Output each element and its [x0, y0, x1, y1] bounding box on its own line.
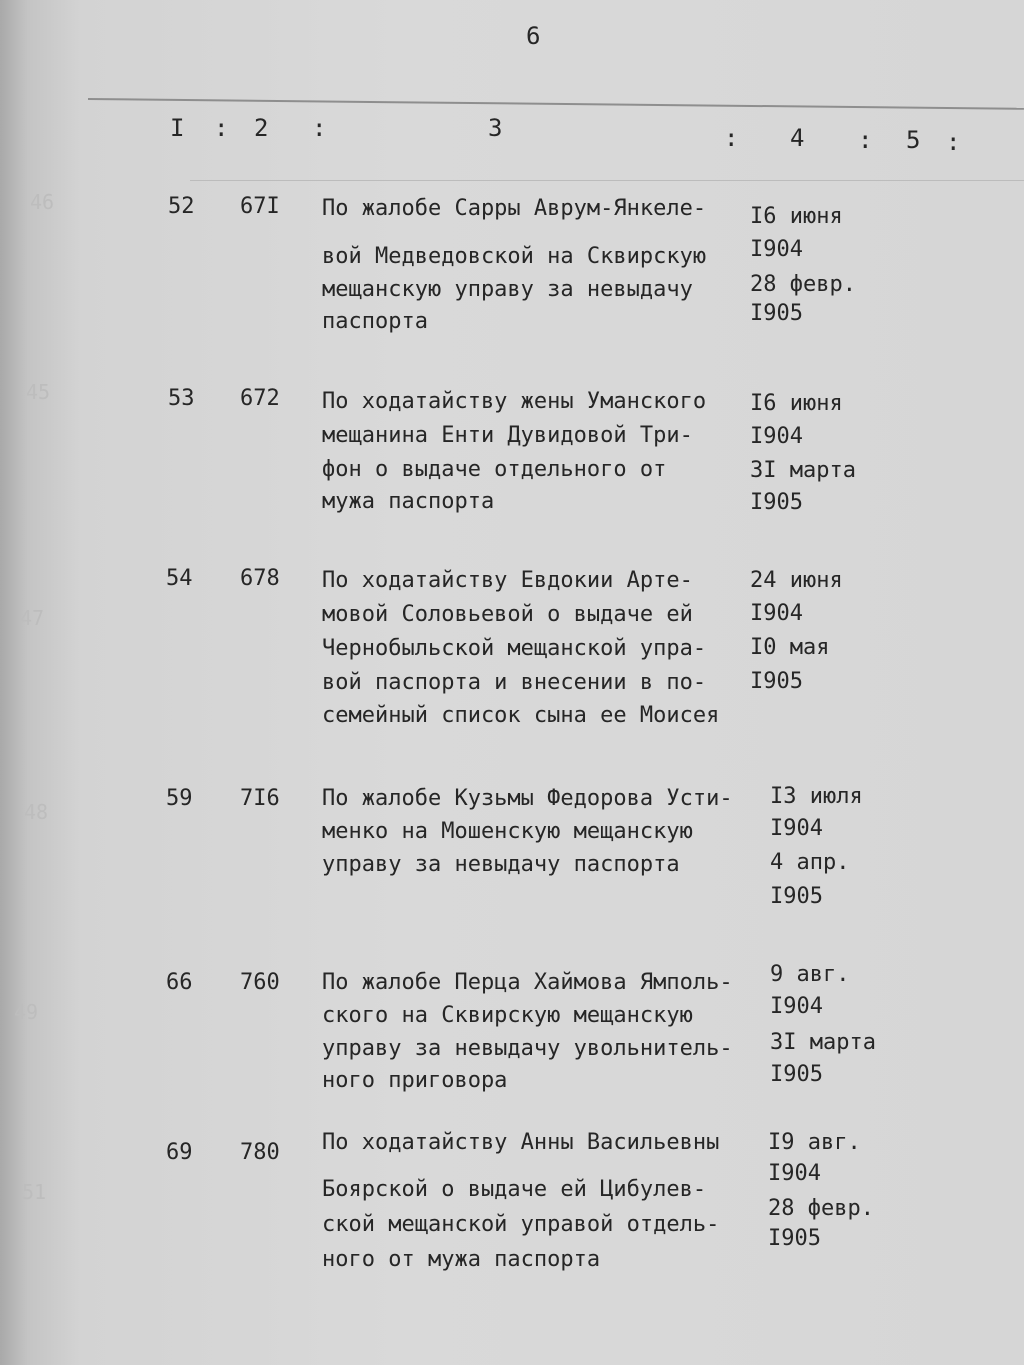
file-number: 760 [240, 970, 280, 995]
column-separator: : [312, 114, 327, 142]
row-number: 52 [168, 194, 195, 219]
date-end: 3I марта [750, 458, 856, 483]
date-start: I6 июня [750, 391, 843, 416]
date-end: 3I марта [770, 1030, 876, 1055]
description-line: ного от мужа паспорта [322, 1247, 601, 1272]
date-end-year: I905 [768, 1226, 821, 1251]
date-start-year: I904 [750, 424, 803, 449]
row-number: 66 [166, 970, 193, 995]
file-number: 678 [240, 566, 280, 591]
margin-mark: 49 [14, 1000, 39, 1024]
description-line: По жалобе Перца Хаймова Ямполь- [322, 970, 733, 995]
description-line: менко на Мошенскую мещанскую [322, 819, 693, 844]
column-header-4: 4 [790, 124, 805, 152]
column-header-1: I [170, 114, 185, 142]
row-number: 54 [166, 566, 193, 591]
description-line: семейный список сына ее Моисея [322, 703, 720, 728]
description-line: По ходатайству Евдокии Арте- [322, 568, 693, 593]
header-rule [88, 98, 1024, 110]
date-end-year: I905 [770, 884, 823, 909]
description-line: ного приговора [322, 1068, 508, 1093]
date-end: I0 мая [750, 635, 830, 660]
date-end-year: I905 [750, 301, 803, 326]
margin-mark: 51 [22, 1180, 47, 1204]
description-line: управу за невыдачу увольнитель- [322, 1036, 733, 1061]
description-line: вой паспорта и внесении в по- [322, 670, 707, 695]
row-number: 69 [166, 1140, 193, 1165]
column-separator: : [724, 124, 739, 152]
margin-mark: 48 [24, 800, 49, 824]
description-line: По ходатайству Анны Васильевны [322, 1130, 720, 1155]
date-start: I6 июня [750, 204, 843, 229]
row-number: 59 [166, 786, 193, 811]
description-line: ской мещанской управой отдель- [322, 1212, 720, 1237]
column-header-2: 2 [254, 114, 269, 142]
date-start: I3 июля [770, 784, 863, 809]
column-separator: : [858, 126, 873, 154]
date-start-year: I904 [750, 601, 803, 626]
date-start-year: I904 [768, 1161, 821, 1186]
description-line: ского на Сквирскую мещанскую [322, 1003, 693, 1028]
margin-mark: 46 [30, 190, 55, 214]
file-number: 780 [240, 1140, 280, 1165]
margin-mark: 45 [26, 380, 51, 404]
description-line: мужа паспорта [322, 489, 495, 514]
description-line: мещанскую управу за невыдачу [322, 277, 693, 302]
margin-mark: 47 [20, 606, 45, 630]
date-start-year: I904 [750, 237, 803, 262]
row-number: 53 [168, 386, 195, 411]
date-end-year: I905 [750, 490, 803, 515]
date-end: 28 февр. [750, 272, 856, 297]
date-start-year: I904 [770, 994, 823, 1019]
date-end-year: I905 [770, 1062, 823, 1087]
date-end: 4 апр. [770, 850, 850, 875]
description-line: фон о выдаче отдельного от [322, 457, 667, 482]
description-line: управу за невыдачу паспорта [322, 852, 680, 877]
column-separator: : [946, 128, 961, 156]
column-separator: : [214, 114, 229, 142]
file-number: 67I [240, 194, 280, 219]
bleed-through-rule [190, 180, 1024, 181]
description-line: Чернобыльской мещанской упра- [322, 636, 707, 661]
column-header-3: 3 [488, 114, 503, 142]
date-start: 9 авг. [770, 962, 850, 987]
description-line: вой Медведовской на Сквирскую [322, 244, 707, 269]
description-line: паспорта [322, 309, 428, 334]
description-line: По жалобе Кузьмы Федорова Усти- [322, 786, 733, 811]
date-end-year: I905 [750, 669, 803, 694]
description-line: мещанина Енти Дувидовой Три- [322, 423, 693, 448]
file-number: 672 [240, 386, 280, 411]
description-line: мовой Соловьевой о выдаче ей [322, 602, 693, 627]
description-line: Боярской о выдаче ей Цибулев- [322, 1177, 707, 1202]
date-start: I9 авг. [768, 1130, 861, 1155]
description-line: По ходатайству жены Уманского [322, 389, 707, 414]
date-start: 24 июня [750, 568, 843, 593]
page-number: 6 [526, 22, 541, 50]
description-line: По жалобе Сарры Аврум-Янкеле- [322, 196, 707, 221]
column-header-5: 5 [906, 126, 921, 154]
date-end: 28 февр. [768, 1196, 874, 1221]
file-number: 7I6 [240, 786, 280, 811]
date-start-year: I904 [770, 816, 823, 841]
